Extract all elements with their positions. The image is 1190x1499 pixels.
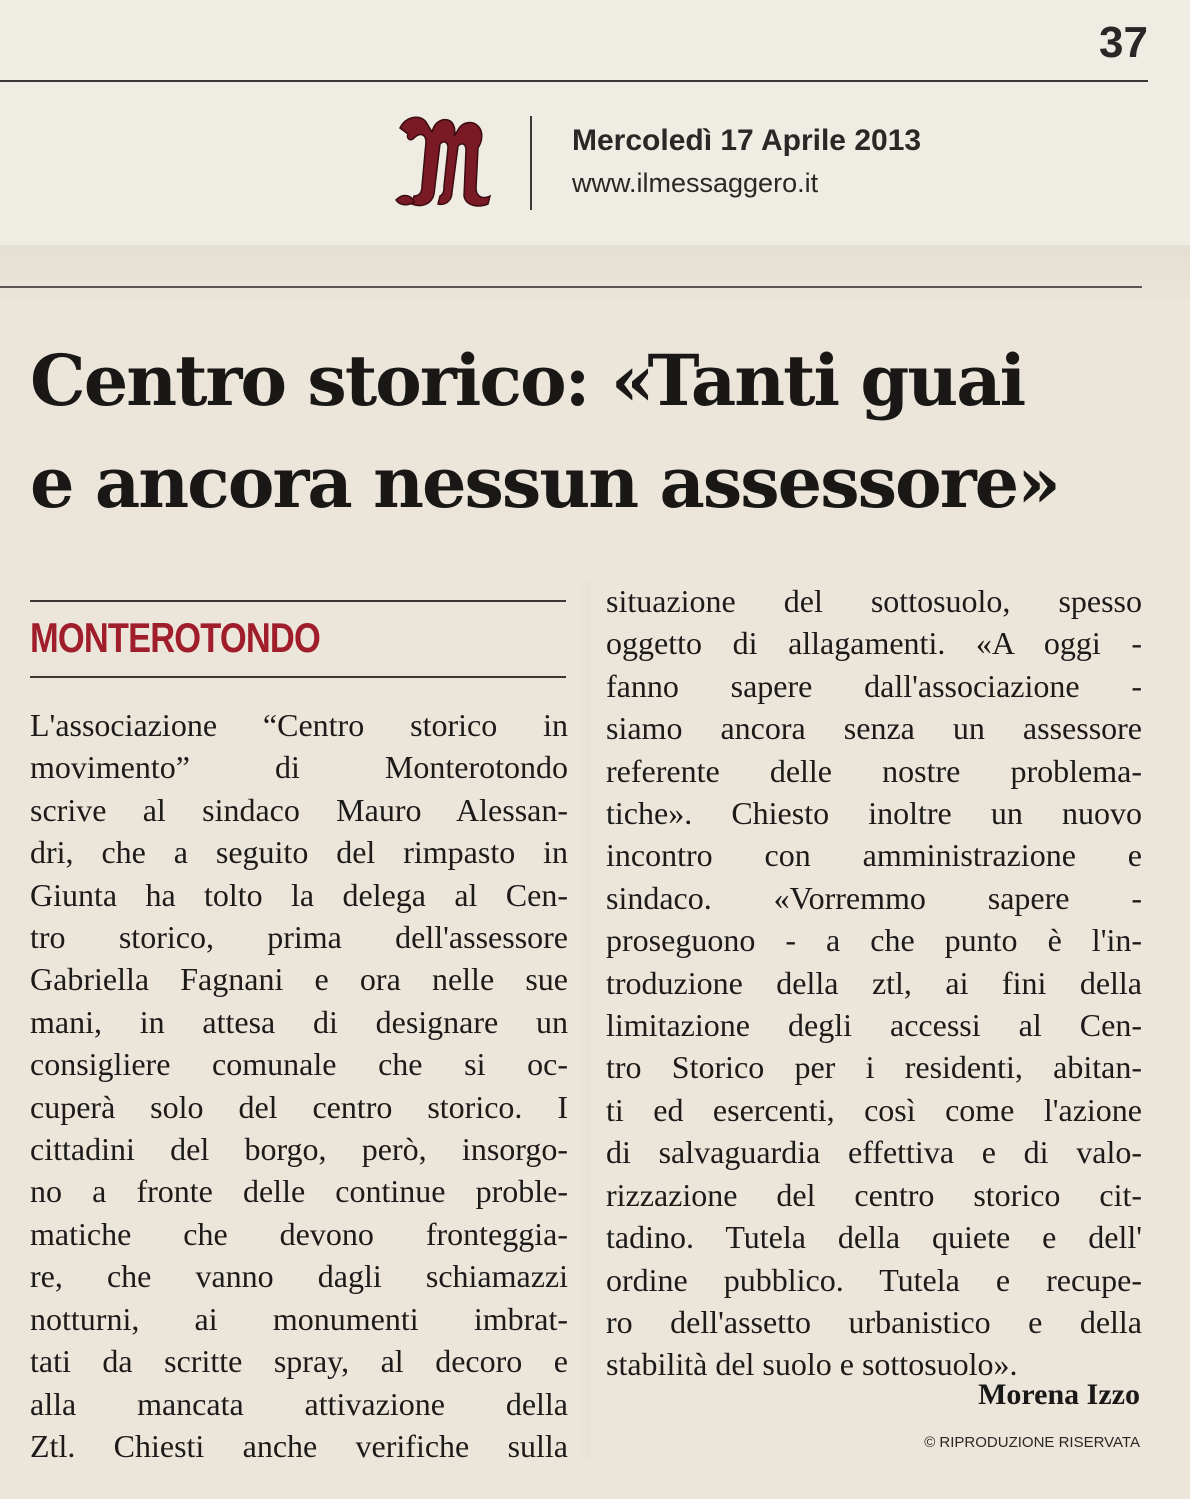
byline: Morena Izzo (978, 1378, 1140, 1411)
body-line: stabilità del suolo e sottosuolo». (606, 1346, 1018, 1383)
body-line: rizzazione del centro storico cit- (606, 1176, 1142, 1213)
bleed-through-band (0, 245, 1190, 300)
body-line: limitazione degli accessi al Cen- (606, 1007, 1142, 1044)
body-line: siamo ancora senza un assessore (606, 710, 1142, 747)
body-line: dri, che a seguito del rimpasto in (30, 834, 568, 871)
body-line: Ztl. Chiesti anche verifiche sulla (30, 1427, 568, 1464)
body-line: consigliere comunale che si oc- (30, 1046, 568, 1083)
body-line: tati da scritte spray, al decoro e (30, 1343, 568, 1380)
masthead-url: www.ilmessaggero.it (572, 168, 819, 198)
body-line: incontro con amministrazione e (606, 837, 1142, 874)
masthead-divider (530, 116, 532, 210)
body-line: fanno sapere dall'associazione - (606, 667, 1142, 704)
body-line: tadino. Tutela della quiete e dell' (606, 1219, 1142, 1256)
article-column-left (30, 704, 568, 1467)
top-rule (0, 80, 1148, 82)
body-line: re, che vanno dagli schiamazzi (30, 1258, 568, 1295)
body-line: troduzione della ztl, ai fini della (606, 964, 1142, 1001)
body-line: scrive al sindaco Mauro Alessan- (30, 791, 568, 828)
body-line: cittadini del borgo, però, insorgo- (30, 1131, 568, 1168)
body-line: tro Storico per i residenti, abitan- (606, 1049, 1142, 1086)
headline-line-2: e ancora nessun assessore» (30, 441, 1059, 524)
body-line: tiche». Chiesto inoltre un nuovo (606, 795, 1142, 832)
page-number: 37 (1099, 18, 1148, 67)
body-line: proseguono - a che punto è l'in- (606, 922, 1142, 959)
body-line: referente delle nostre problema- (606, 752, 1142, 789)
body-line: oggetto di allagamenti. «A oggi - (606, 625, 1142, 662)
body-line: Giunta ha tolto la delega al Cen- (30, 876, 568, 913)
copyright-notice: © RIPRODUZIONE RISERVATA (924, 1434, 1140, 1451)
body-line: sindaco. «Vorremmo sapere - (606, 879, 1142, 916)
headline (30, 330, 1160, 534)
il-messaggero-m-logo-icon (392, 108, 496, 212)
body-line: movimento” di Monterotondo (30, 749, 568, 786)
section-label: MONTEROTONDO (30, 614, 320, 661)
headline-line-1: Centro storico: «Tanti guai (30, 339, 1025, 422)
body-line: cuperà solo del centro storico. I (30, 1088, 568, 1125)
masthead-date: Mercoledì 17 Aprile 2013 (572, 124, 922, 157)
section-rule-top (30, 600, 566, 602)
body-line: ordine pubblico. Tutela e recupe- (606, 1261, 1142, 1298)
body-line: mani, in attesa di designare un (30, 1003, 568, 1040)
body-line: matiche che devono fronteggia- (30, 1215, 568, 1252)
header-band (0, 0, 1190, 245)
section-rule-bottom (30, 676, 566, 678)
body-line: no a fronte delle continue proble- (30, 1173, 568, 1210)
body-line: situazione del sottosuolo, spesso (606, 583, 1142, 619)
body-line: alla mancata attivazione della (30, 1385, 568, 1422)
article-column-right (606, 580, 1142, 1386)
body-line: ti ed esercenti, così come l'azione (606, 1091, 1142, 1128)
column-gutter (580, 580, 594, 1460)
article-top-rule (0, 286, 1142, 288)
body-line: L'associazione “Centro storico in (30, 707, 568, 743)
body-line: di salvaguardia effettiva e di valo- (606, 1134, 1142, 1171)
body-line: tro storico, prima dell'assessore (30, 919, 568, 956)
body-line: Gabriella Fagnani e ora nelle sue (30, 961, 568, 998)
body-line: notturni, ai monumenti imbrat- (30, 1300, 568, 1337)
body-line: ro dell'assetto urbanistico e della (606, 1303, 1142, 1340)
